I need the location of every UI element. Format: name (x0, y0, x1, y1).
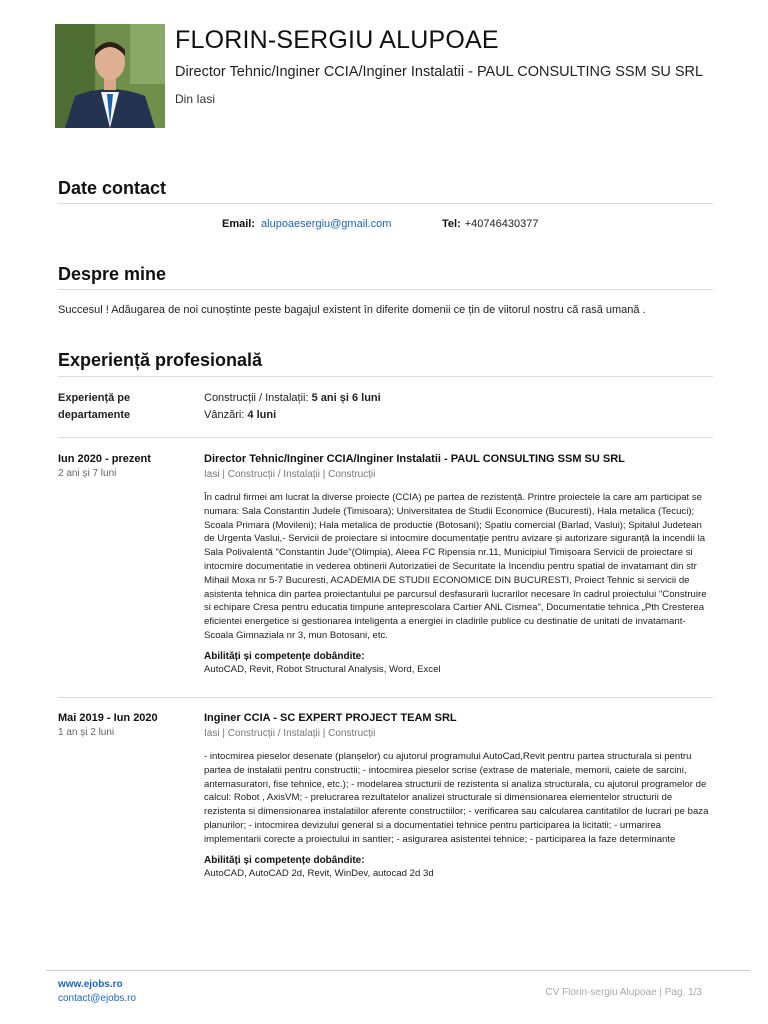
about-text: Succesul ! Adăugarea de noi cunoștinte peste bagajul existent în diferite domenii ce țin de viitorul nostru că rasă umană . (58, 304, 646, 316)
department-row (204, 407, 381, 424)
footer-email-link[interactable]: contact@ejobs.ro (58, 993, 136, 1004)
section-divider (58, 437, 713, 438)
department-label: Experiență pe departamente (58, 392, 131, 421)
profile-name: FLORIN-SERGIU ALUPOAE (175, 26, 499, 54)
profile-text (175, 24, 715, 106)
profile-location: Din Iasi (175, 92, 216, 106)
job-description: În cadrul firmei am lucrat la diverse proiecte (CCIA) pe partea de rezistență. Printre proiectele la care am participat se numara: Sala Constantin Judele (Timisoara); Universitatea de Studii Economice (Bucuresti), Hala metalica (Tecuci); Scoala Primara (Movileni); Hala metalica de productie (Botosani); Spatiu comercial (Barlad, Vaslui); Spitalul Judetean de Urgenta Vaslui,- Servicii de proiectare si intocmire documentație pentru avizare și autorizare siguranță la incendii la Sala Polivalentă "Constantin Jude"(Olimpia), Aleea FC Ripensia nr.11, Municipiul Timișoara Servicii de proiectare si intocmire documentatie in vederea obtinerii Autorizatiei de Securitate la Incendiu pentru spatial de invatamant din str Mihail Moxa nr 5-7 Bucuresti, ACADEMIA DE STUDII ECONOMICE DIN BUCURESTI, Proiect Tehnic si servicii de asistenta tehnica din partea proiectantului pe parcursul desfasurarii lucrarilor necesare în cadrul proiectului "Construire si echipare Cresa pentru educatia timpurie anteprescolara Cartier ANL Cismea", Documentatie tehnica „Pth Cresterea eficientei energetice si gestionarea inteligenta a energiei in cladirile publice cu destinatie de unitati de invatamant-Scoala Gimnaziala nr 3, mun Botosani, etc. (204, 492, 707, 641)
job-title: Inginer CCIA - SC EXPERT PROJECT TEAM SRL (204, 712, 457, 724)
section-title-experience: Experiență profesională (58, 350, 263, 370)
department-name: Vânzări: (204, 409, 245, 421)
job-details (204, 712, 714, 879)
department-row (204, 390, 381, 407)
section-divider (58, 289, 713, 290)
contact-details (222, 218, 539, 230)
footer-website-link[interactable]: www.ejobs.ro (58, 979, 123, 990)
footer-links (58, 978, 136, 1006)
phone-info (442, 218, 538, 230)
job-category: Iasi | Construcții / Instalații | Construcții (204, 728, 376, 739)
job-duration: 1 an și 2 luni (58, 727, 115, 738)
job-duration: 2 ani și 7 luni (58, 468, 117, 479)
profile-photo (55, 24, 165, 128)
job-skills: AutoCAD, Revit, Robot Structural Analysis, Word, Excel (204, 663, 441, 675)
job-category: Iasi | Construcții / Instalații | Construcții (204, 469, 376, 480)
email-label: Email: (222, 218, 256, 230)
job-period: Iun 2020 - prezent (58, 453, 151, 465)
department-duration: 4 luni (247, 409, 277, 421)
profile-headline: Director Tehnic/Inginer CCIA/Inginer Instalatii - PAUL CONSULTING SSM SU SRL (175, 64, 704, 80)
department-name: Construcții / Instalații: (204, 392, 309, 404)
section-title-contact: Date contact (58, 178, 167, 198)
job-period: Mai 2019 - Iun 2020 (58, 712, 158, 724)
section-divider (58, 203, 713, 204)
section-title-about: Despre mine (58, 264, 167, 284)
footer-page-info: CV Florin-sergiu Alupoae | Pag. 1/3 (545, 987, 702, 998)
email-link[interactable]: alupoaesergiu@gmail.com (261, 218, 392, 230)
job-title: Director Tehnic/Inginer CCIA/Inginer Instalatii - PAUL CONSULTING SSM SU SRL (204, 453, 625, 465)
section-divider (58, 697, 713, 698)
phone-number: +40746430377 (464, 218, 539, 230)
department-duration: 5 ani și 6 luni (311, 392, 381, 404)
department-values (204, 390, 381, 424)
job-details (204, 453, 714, 675)
job-description: - intocmirea pieselor desenate (planșelor) cu ajutorul programului AutoCad,Revit pentru partea structurala si pentru partea de instalatii pentru constructii; - intocmirea pieselor scrise (extrase de materiale, memorii, caiete de sarcini, antemasuratori, fise tehnice, etc.); - modelarea structurii de rezistenta si analiza structurala, cu ajutorul programelor de calcul: Robot , AxisVM; - prelucrarea rezultatelor analizei structurale si dimensionarea elementelor structurii de rezistenta si dimensionarea instalatiilor aferente constructiilor; - verificarea sau calcularea cantitatilor de lucrari pe baza planurilor; - intocmirea devizului general si a documentatiei tehnice pentru participarea la licitatii; - urmarirea implementarii corecte a proiectului in santier; - asigurarea asistentei tehnice; - participarea la faze determinante (204, 751, 709, 845)
footer-divider (46, 970, 750, 971)
job-skills-label: Abilități și competențe dobândite: (204, 650, 365, 662)
phone-label: Tel: (442, 218, 461, 230)
job-skills: AutoCAD, AutoCAD 2d, Revit, WinDev, autocad 2d 3d (204, 867, 434, 879)
job-skills-label: Abilități și competențe dobândite: (204, 854, 365, 866)
section-divider (58, 376, 713, 377)
